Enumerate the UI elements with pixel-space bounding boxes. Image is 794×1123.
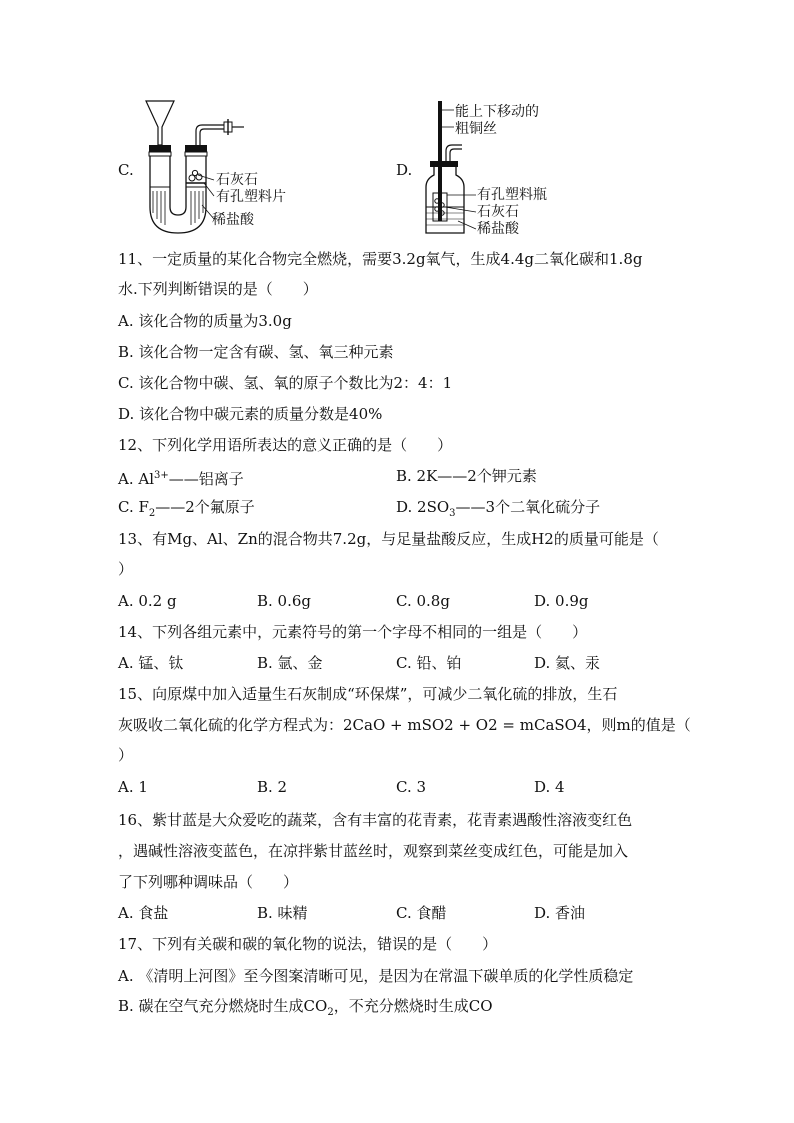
figure-d-label-copper-wire: 粗铜丝 [455, 121, 497, 137]
q16-option-c: C. 食醋 [396, 904, 447, 922]
q16-option-a: A. 食盐 [118, 904, 169, 922]
q12-option-c: C. $F_2——2$个氟原子 [118, 498, 255, 519]
q16-stem-line3: 了下列哪种调味品（ ） [118, 873, 299, 891]
figure-c-label-plastic-plate: 有孔塑料片 [216, 189, 286, 205]
q13-stem-line1: 13、有Mg、Al、Zn的混合物共7.2g，与足量盐酸反应，生成H2的质量可能是（ [118, 530, 659, 548]
q15-option-a: A. 1 [118, 778, 148, 796]
q14-option-c: C. 铅、铂 [396, 654, 462, 672]
q16-stem-line1: 16、紫甘蓝是大众爱吃的蔬菜，含有丰富的花青素，花青素遇酸性溶液变红色 [118, 811, 633, 829]
q16-option-b: B. 味精 [257, 904, 308, 922]
q14-option-d: D. 氦、汞 [534, 654, 601, 672]
q17-option-b: B. 碳在空气充分燃烧时生成$CO_2$，不充分燃烧时生成CO [118, 997, 493, 1018]
q15-option-c: C. 3 [396, 778, 427, 796]
figure-d-label-plastic-bottle: 有孔塑料瓶 [477, 187, 547, 203]
figure-c-label-dilute-hcl: 稀盐酸 [212, 212, 254, 228]
q13-option-a: A. 0.2 g [118, 592, 177, 610]
q11-option-a: A. 该化合物的质量为3.0g [118, 312, 292, 330]
q16-stem-line2: ，遇碱性溶液变蓝色，在凉拌紫甘蓝丝时，观察到菜丝变成红色，可能是加入 [118, 842, 629, 860]
q13-option-c: C. 0.8g [396, 592, 450, 610]
q12-option-a: A. $Al^{3+}——$铝离子 [118, 470, 244, 488]
figure-d-letter: D. [396, 161, 413, 179]
q13-option-d: D. 0.9g [534, 592, 589, 610]
q17-option-a: A. 《清明上河图》至今图案清晰可见，是因为在常温下碳单质的化学性质稳定 [118, 967, 634, 985]
q11-option-d: D. 该化合物中碳元素的质量分数是40% [118, 405, 383, 423]
q16-option-d: D. 香油 [534, 904, 586, 922]
q11-option-c: C. 该化合物中碳、氢、氧的原子个数比为2：4：1 [118, 374, 453, 392]
figure-d-label-dilute-hcl: 稀盐酸 [477, 221, 519, 237]
figure-d-label-limestone: 石灰石 [477, 204, 519, 220]
q14-option-a: A. 锰、钛 [118, 654, 184, 672]
q14-stem: 14、下列各组元素中，元素符号的第一个字母不相同的一组是（ ） [118, 623, 588, 641]
q15-stem-line2: 灰吸收二氧化硫的化学方程式为：2CaO + mSO2 + O2 = mCaSO4，则m的值是（ [118, 716, 691, 734]
figure-c-letter: C. [118, 161, 134, 179]
q14-option-b: B. 氩、金 [257, 654, 323, 672]
q13-option-b: B. 0.6g [257, 592, 312, 610]
q11-stem-line2: 水.下列判断错误的是（ ） [118, 280, 318, 298]
q13-stem-line2: ） [118, 560, 134, 578]
q12-stem: 12、下列化学用语所表达的意义正确的是（ ） [118, 436, 453, 454]
q15-stem-line1: 15、向原煤中加入适量生石灰制成“环保煤”，可减少二氧化硫的排放，生石 [118, 685, 618, 703]
q15-option-b: B. 2 [257, 778, 288, 796]
q12-option-b: B. 2K——2个钾元素 [396, 467, 537, 485]
q11-stem-line1: 11、一定质量的某化合物完全燃烧，需要3.2g氧气，生成4.4g二氧化碳和1.8g [118, 250, 643, 268]
q17-stem: 17、下列有关碳和碳的氧化物的说法，错误的是（ ） [118, 935, 498, 953]
q15-stem-line3: ） [118, 746, 134, 764]
figure-c-label-limestone: 石灰石 [216, 172, 258, 188]
figure-d-label-movable: 能上下移动的 [455, 104, 539, 120]
q11-option-b: B. 该化合物一定含有碳、氢、氧三种元素 [118, 343, 394, 361]
q15-option-d: D. 4 [534, 778, 565, 796]
q12-option-d: D. $2SO_3——3$个二氧化硫分子 [396, 498, 601, 519]
